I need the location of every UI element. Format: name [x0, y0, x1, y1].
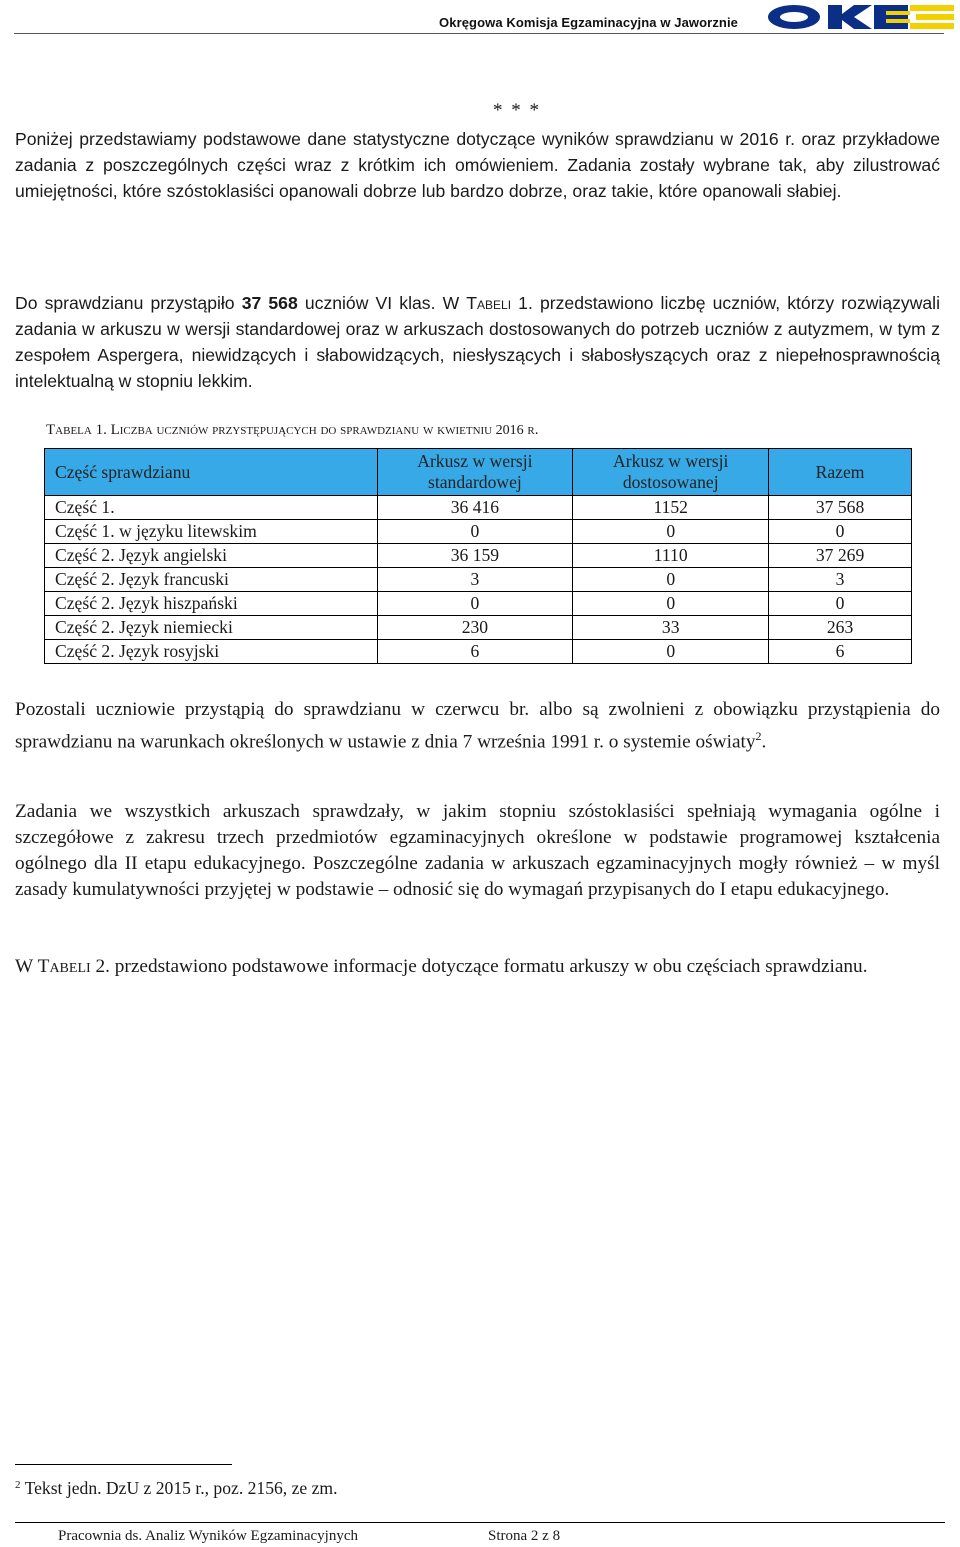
- row-label: Część 1.: [45, 496, 378, 520]
- cell-adapted: 33: [573, 616, 769, 640]
- section-separator: * * *: [493, 100, 541, 121]
- column-header: Arkusz w wersji standardowej: [377, 449, 573, 496]
- table-row: [45, 592, 912, 616]
- cell-standard: 36 416: [377, 496, 573, 520]
- cell-total: 3: [769, 568, 912, 592]
- intro-paragraph: Poniżej przedstawiamy podstawowe dane statystyczne dotyczące wyników sprawdzianu w 2016 r. oraz przykładowe zadania z poszczególnych części wraz z krótkim ich omówieniem. Zadania zostały wybrane tak, aby zilustrować umiejętności, które szóstoklasiści opanowali dobrze lub bardzo dobrze, oraz takie, które opanowali słabiej.: [15, 129, 940, 201]
- table-row: [45, 640, 912, 664]
- remaining-text: Pozostali uczniowie przystąpią do sprawdzianu w czerwcu br. albo są zwolnieni z obowiązku przystąpienia do sprawdzianu na warunkach określonych w ustawie z dnia 7 września 1991 r. o systemie oświaty: [15, 699, 940, 753]
- participants-text-3: przedstawiono liczbę uczniów, którzy rozwiązywali zadania w arkuszu w wersji standardowej oraz w arkuszach dostosowanych do potrzeb uczniów z autyzmem, w tym z zespołem Aspergera, niewidzących i słabowidzących, niesłyszących i słabosłyszących oraz z niepełnosprawnością intelektualną w stopniu lekkim.: [15, 293, 941, 391]
- header-divider: [14, 33, 944, 34]
- cell-standard: 36 159: [377, 544, 573, 568]
- footer-divider: [15, 1522, 945, 1523]
- row-label: Część 1. w języku litewskim: [45, 520, 378, 544]
- cell-standard: 0: [377, 520, 573, 544]
- table-caption-suffix: r.: [523, 422, 539, 438]
- row-label: Część 2. Język hiszpański: [45, 592, 378, 616]
- cell-total: 263: [769, 616, 912, 640]
- row-label: Część 2. Język angielski: [45, 544, 378, 568]
- page-number: Strona 2 z 8: [488, 1528, 561, 1544]
- remaining-end: .: [761, 731, 767, 753]
- footnote-mark: 2: [15, 1479, 21, 1491]
- cell-total: 6: [769, 640, 912, 664]
- table-reference: Tabeli 1.: [466, 293, 533, 313]
- cell-adapted: 1110: [573, 544, 769, 568]
- column-header: Część sprawdzianu: [45, 449, 378, 496]
- table-row: [45, 616, 912, 640]
- cell-standard: 3: [377, 568, 573, 592]
- students-table: [44, 448, 912, 664]
- table-header-row: [45, 449, 912, 496]
- table-row: [45, 520, 912, 544]
- cell-adapted: 0: [573, 592, 769, 616]
- row-label: Część 2. Język francuski: [45, 568, 378, 592]
- participants-text-1: Do sprawdzianu przystąpiło: [15, 293, 242, 313]
- footnote: [15, 1478, 338, 1499]
- cell-standard: 230: [377, 616, 573, 640]
- footer-department: Pracownia ds. Analiz Wyników Egzaminacyjnych: [58, 1528, 358, 1544]
- participants-count: 37 568: [241, 293, 298, 313]
- table-caption-text: Tabela 1. Liczba uczniów przystępujących do sprawdzianu w kwietniu: [46, 422, 493, 438]
- column-header: Arkusz w wersji dostosowanej: [573, 449, 769, 496]
- table2-text-1: W: [15, 956, 38, 977]
- table-caption: [46, 422, 538, 439]
- participants-paragraph: [15, 290, 940, 394]
- cell-total: 0: [769, 520, 912, 544]
- table2-text-2: przedstawiono podstawowe informacje dotyczące formatu arkuszy w obu częściach sprawdzianu.: [109, 956, 868, 977]
- table-row: [45, 544, 912, 568]
- footnote-divider: [15, 1464, 232, 1465]
- requirements-paragraph: Zadania we wszystkich arkuszach sprawdzały, w jakim stopniu szóstoklasiści spełniają wymagania ogólne i szczegółowe z zakresu trzech przedmiotów egzaminacyjnych określone w podstawie programowej kształcenia ogólnego dla II etapu edukacyjnego. Poszczególne zadania w arkuszach egzaminacyjnych mogły również – w myśl zasady kumulatywności przyjętej w podstawie – odnosić się do wymagań przypisanych do I etapu edukacyjnego.: [15, 801, 940, 900]
- table-caption-year: 2016: [492, 423, 524, 438]
- header-title: Okręgowa Komisja Egzaminacyjna w Jaworznie: [439, 15, 738, 30]
- footnote-reference: 2: [755, 729, 762, 743]
- table2-reference: Tabeli 2.: [37, 956, 110, 977]
- cell-standard: 6: [377, 640, 573, 664]
- oke-logo: [766, 3, 956, 31]
- table-row: [45, 568, 912, 592]
- cell-adapted: 0: [573, 520, 769, 544]
- cell-total: 37 568: [769, 496, 912, 520]
- cell-total: 37 269: [769, 544, 912, 568]
- cell-standard: 0: [377, 592, 573, 616]
- cell-total: 0: [769, 592, 912, 616]
- participants-text-2: uczniów VI klas. W: [297, 293, 467, 313]
- row-label: Część 2. Język niemiecki: [45, 616, 378, 640]
- cell-adapted: 0: [573, 640, 769, 664]
- cell-adapted: 1152: [573, 496, 769, 520]
- table-row: [45, 496, 912, 520]
- footnote-text: Tekst jedn. DzU z 2015 r., poz. 2156, ze zm.: [20, 1478, 338, 1498]
- page-header: [0, 0, 960, 40]
- row-label: Część 2. Język rosyjski: [45, 640, 378, 664]
- column-header: Razem: [769, 449, 912, 496]
- cell-adapted: 0: [573, 568, 769, 592]
- remaining-students-paragraph: [15, 697, 940, 755]
- table2-intro-paragraph: [15, 954, 940, 980]
